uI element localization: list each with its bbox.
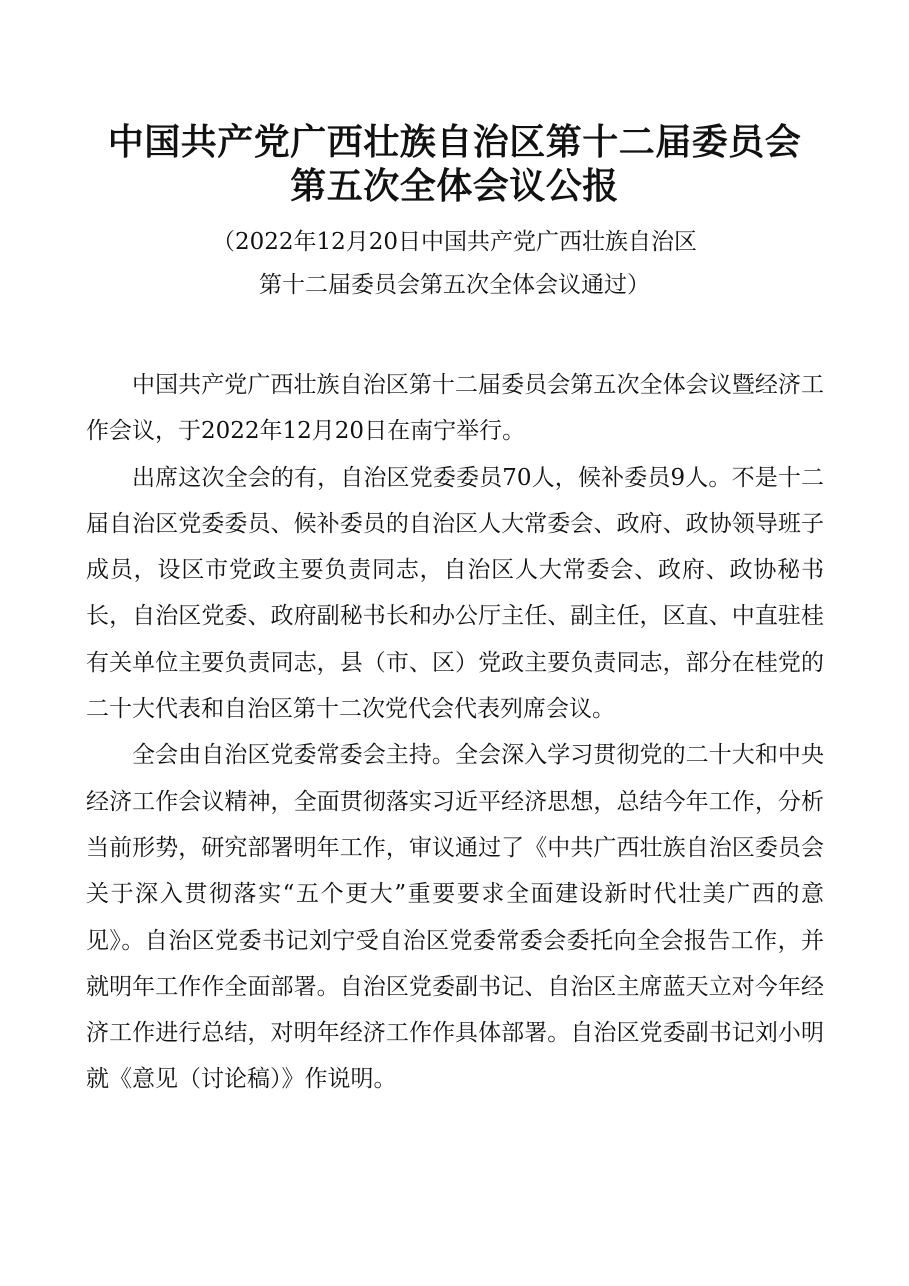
document-title-line2: 第五次全体会议公报 <box>290 166 619 207</box>
document-body <box>86 362 824 1103</box>
body-paragraph-1: 中国共产党广西壮族自治区第十二届委员会第五次全体会议暨经济工作会议，于2022年12月20日在南宁举行。 <box>86 372 824 445</box>
body-paragraph-3: 全会由自治区党委常委会主持。全会深入学习贯彻党的二十大和中央经济工作会议精神，全面贯彻落实习近平经济思想，总结今年工作，分析当前形势，研究部署明年工作，审议通过了《中共广西壮族自治区委员会关于深入贯彻落实“五个更大”重要要求全面建设新时代壮美广西的意见》。自治区党委书记刘宁受自治区党委常委会委托向全会报告工作，并就明年工作作全面部署。自治区党委副书记、自治区主席蓝天立对今年经济工作进行总结，对明年经济工作作具体部署。自治区党委副书记刘小明就《意见（讨论稿）》作说明。 <box>86 742 824 1093</box>
document-subtitle-line2: 第十二届委员会第五次全体会议通过） <box>259 272 650 298</box>
document-title-line1: 中国共产党广西壮族自治区第十二届委员会 <box>107 122 802 163</box>
document-subtitle-line1: （2022年12月20日中国共产党广西壮族自治区 <box>211 229 698 255</box>
body-paragraph-2: 出席这次全会的有，自治区党委委员70人，候补委员9人。不是十二届自治区党委委员、候补委员的自治区人大常委会、政府、政协领导班子成员，设区市党政主要负责同志，自治区人大常委会、政府、政协秘书长，自治区党委、政府副秘书长和办公厅主任、副主任，区直、中直驻桂有关单位主要负责同志，县（市、区）党政主要负责同志，部分在桂党的二十大代表和自治区第十二次党代会代表列席会议。 <box>86 464 824 723</box>
